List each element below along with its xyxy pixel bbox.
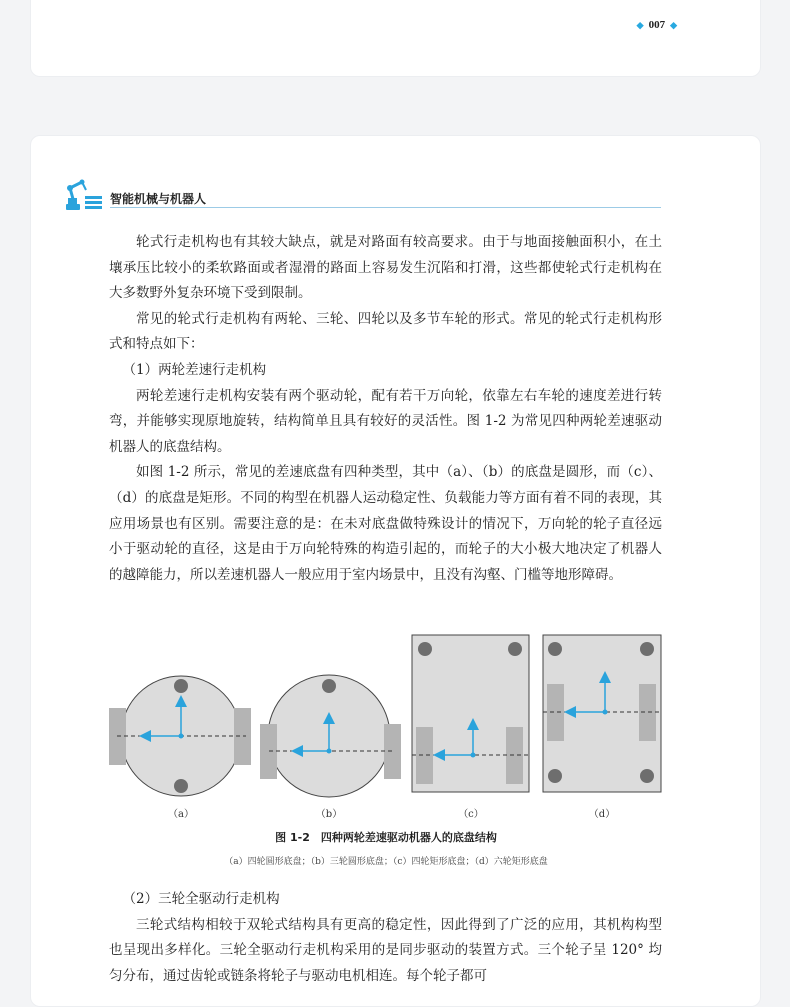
paragraph: 轮式行走机构也有其较大缺点，就是对路面有较高要求。由于与地面接触面积小，在土壤承压比较小的柔软路面或者湿滑的路面上容易发生沉陷和打滑，这些都使轮式行走机构在大多数野外复杂环境下受到限制。 [109, 234, 662, 302]
paragraph: 常见的轮式行走机构有两轮、三轮、四轮以及多节车轮的形式。常见的轮式行走机构形式和特点如下： [109, 310, 662, 353]
figure-caption: 图 1-2 四种两轮差速驱动机器人的底盘结构 [275, 831, 497, 844]
chassis-b [260, 675, 401, 797]
paragraph: 三轮式结构相较于双轮式结构具有更高的稳定性，因此得到了广泛的应用，其机构构型也呈现出多样化。三轮全驱动行走机构采用的是同步驱动的装置方式。三个轮子呈 120° 均匀分布，通过齿轮或链条将轮子与驱动电机相连。每个轮子都可 [109, 916, 662, 984]
body-text-block [109, 230, 662, 588]
body-text-block [109, 887, 662, 989]
diamond-icon: ◆ [636, 20, 644, 30]
robot-arm-icon [64, 178, 104, 212]
chassis-d [543, 635, 661, 792]
paragraph: 如图 1-2 所示，常见的差速底盘有四种类型，其中（a）、（b）的底盘是圆形，而（c）、（d）的底盘是矩形。不同的构型在机器人运动稳定性、负载能力等方面有着不同的表现，其应用场景也有区别。需要注意的是：在未对底盘做特殊设计的情况下，万向轮的轮子直径远小于驱动轮的直径，这是由于万向轮特殊的构造引起的，而轮子的大小极大地决定了机器人的越障能力，所以差速机器人一般应用于室内场景中，且没有沟壑、门槛等地形障碍。 [109, 464, 662, 583]
section-heading: （1）两轮差速行走机构 [122, 361, 267, 378]
figure-chassis-diagrams [109, 633, 663, 833]
section-heading: （2）三轮全驱动行走机构 [122, 891, 280, 907]
panel-label-b: （b） [315, 809, 343, 820]
chassis-a [109, 676, 251, 796]
page-number [632, 19, 682, 31]
header-divider [110, 207, 661, 208]
chapter-header-title: 智能机械与机器人 [110, 192, 207, 206]
page-card [30, 135, 761, 1007]
chassis-diagram [109, 633, 663, 803]
diamond-icon: ◆ [670, 20, 677, 30]
panel-label-d: （d） [588, 809, 616, 820]
figure-subcaption: （a）四轮圆形底盘；（b）三轮圆形底盘；（c）四轮矩形底盘；（d）六轮矩形底盘 [224, 857, 548, 867]
previous-page-card [30, 0, 761, 77]
panel-label-c: （c） [458, 809, 484, 820]
panel-label-a: （a） [168, 809, 194, 820]
page-number-text: 007 [648, 19, 666, 31]
paragraph: 两轮差速行走机构安装有两个驱动轮，配有若干万向轮，依靠左右车轮的速度差进行转弯，并能够实现原地旋转，结构简单且具有较好的灵活性。图 1-2 为常见四种两轮差速驱动机器人的底盘结构。 [109, 387, 662, 455]
chassis-c [412, 635, 529, 792]
